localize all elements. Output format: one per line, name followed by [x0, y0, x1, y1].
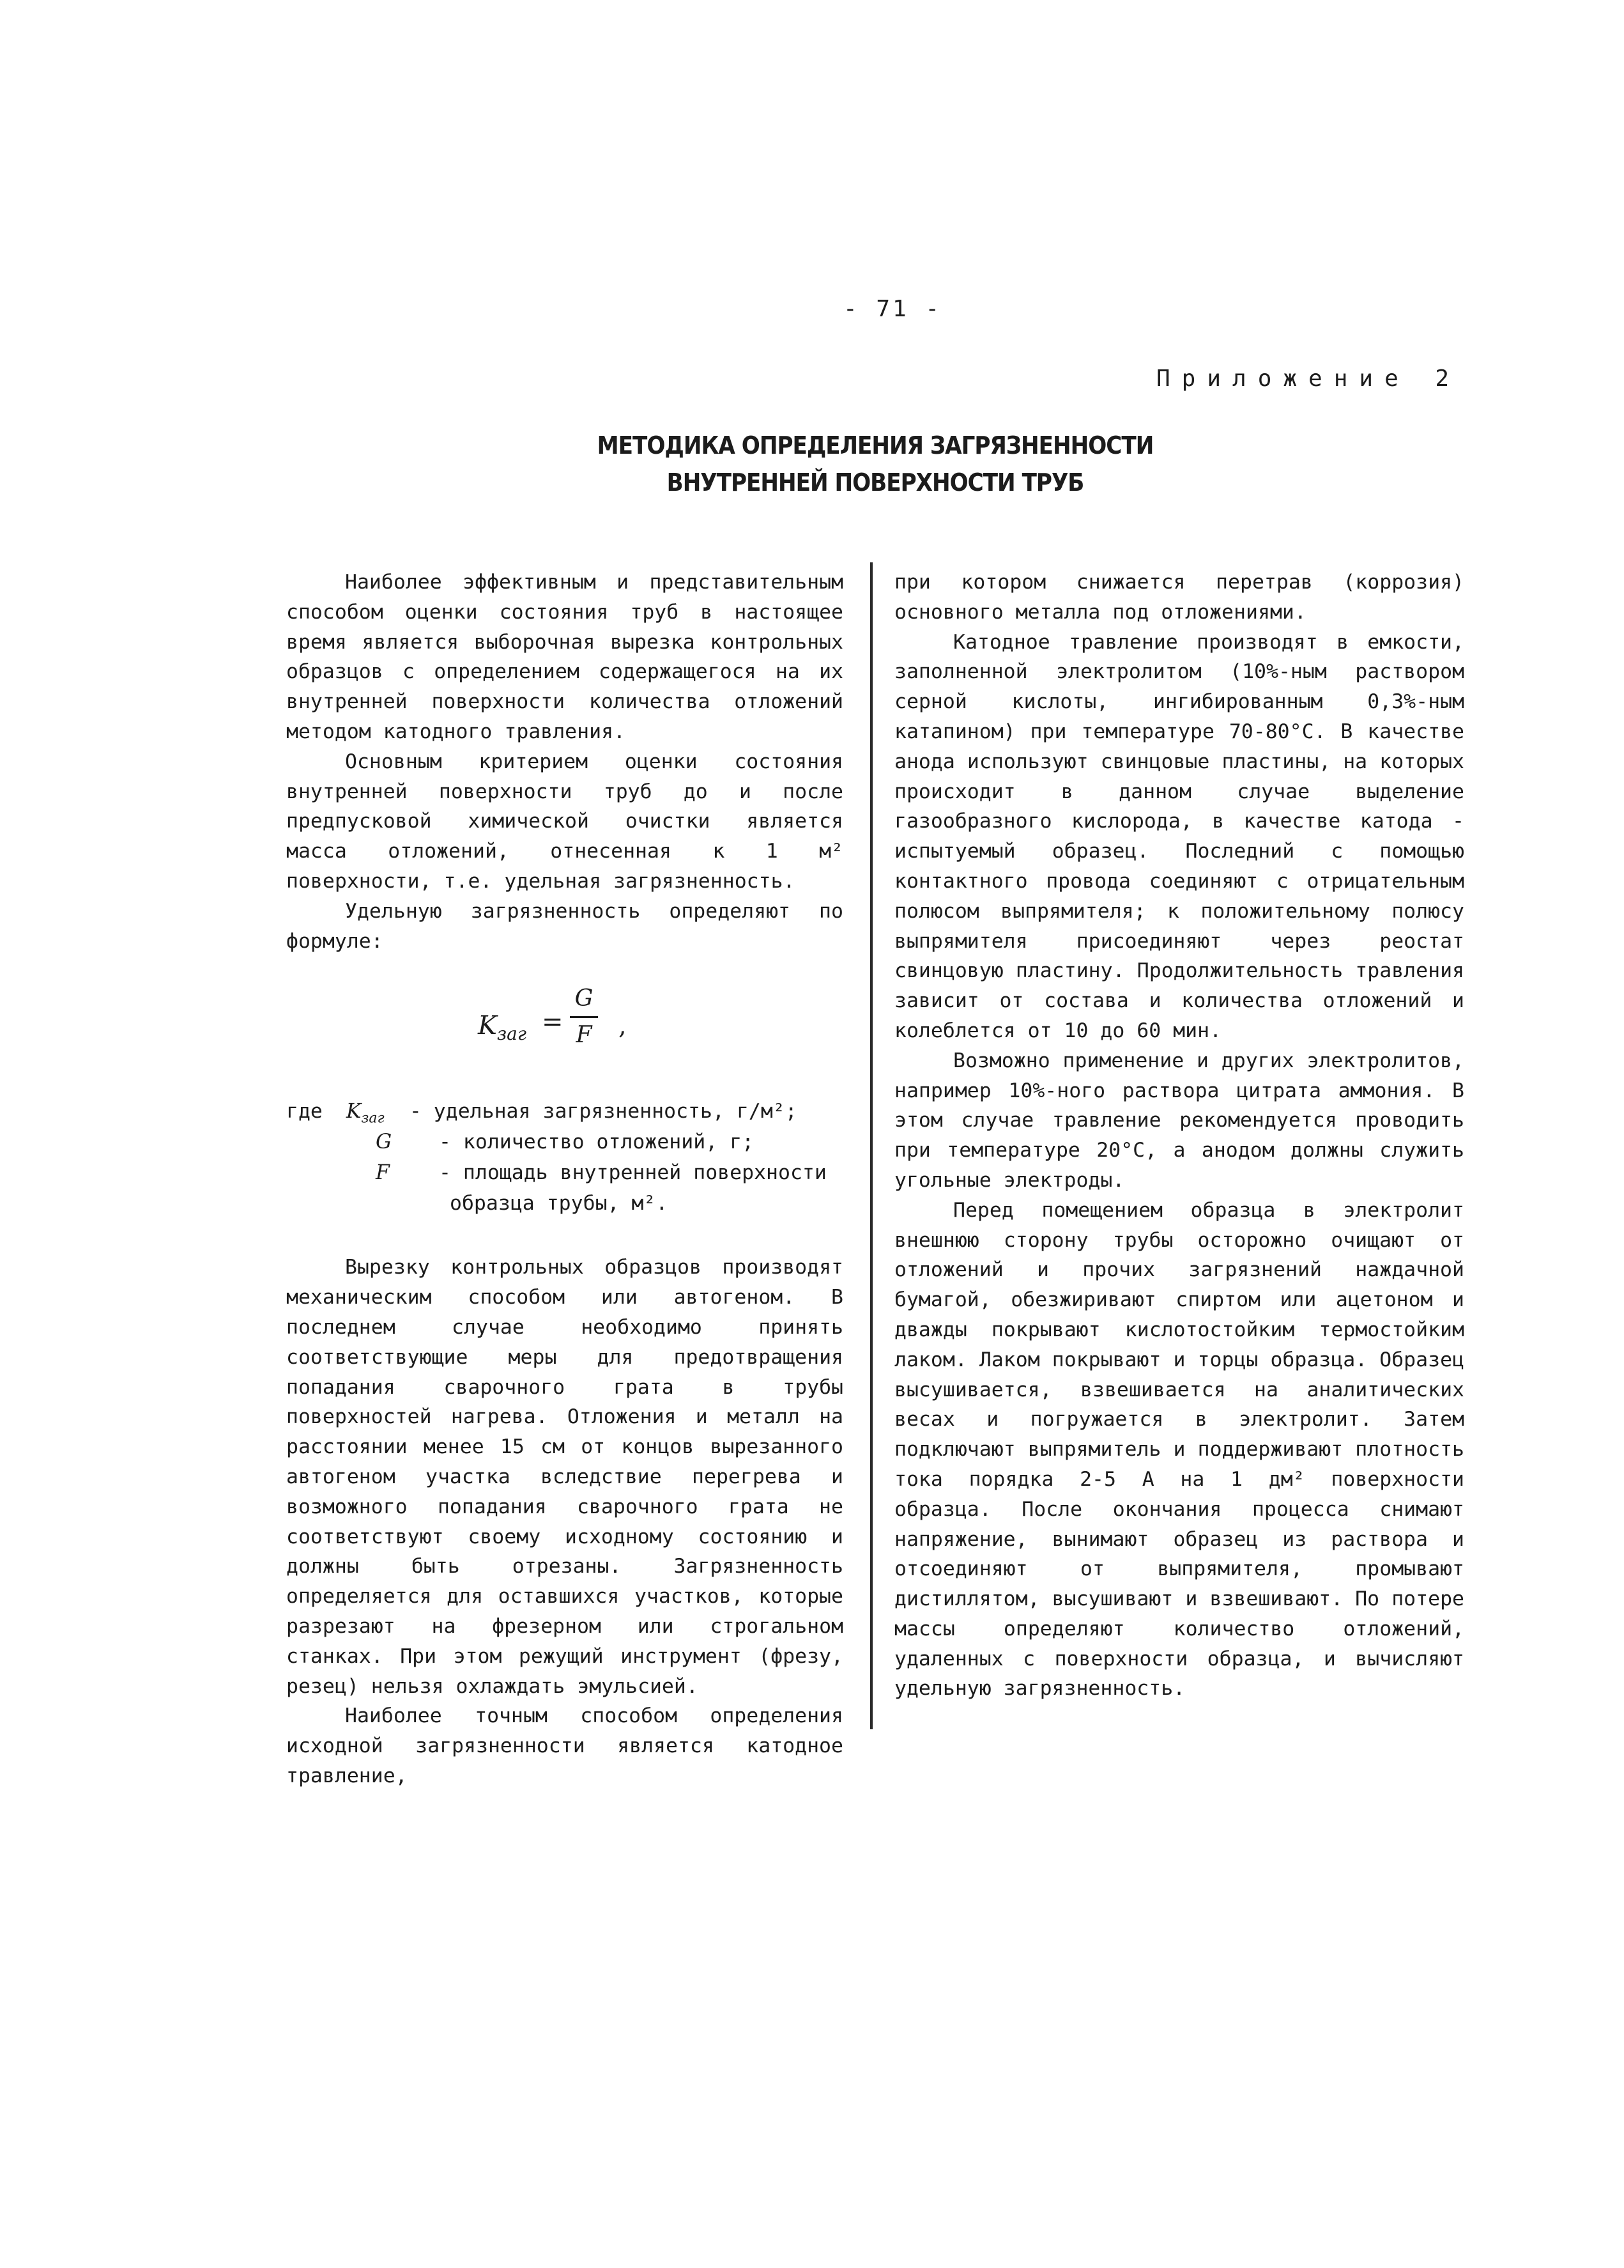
- paragraph: Основным критерием оценки состояния внутренней поверхности труб до и после предпусковой химической очистки является масса отложений, отнесенная к 1 м² поверхности, т.е. удельная загрязненность.: [286, 750, 843, 893]
- paragraph: Удельную загрязненность определяют по формуле:: [286, 899, 843, 953]
- paragraph: Наиболее точным способом определения исходной загрязненности является катодное травление,: [286, 1704, 843, 1787]
- definition-symbol: F: [376, 1161, 390, 1185]
- title-line-1: МЕТОДИКА ОПРЕДЕЛЕНИЯ ЗАГРЯЗНЕННОСТИ: [597, 431, 1154, 459]
- formula-fraction: [570, 982, 598, 1053]
- definition-text: - площадь внутренней поверхности: [438, 1161, 827, 1185]
- paragraph: Перед помещением образца в электролит внешнюю сторону трубы осторожно очищают от отложений и прочих загрязнений наждачной бумагой, обезжиривают спиртом или ацетоном и дважды покрывают кислотостойким термостойким лаком. Лаком покрывают и торцы образца. Образец высушивается, взвешивается на аналитических весах и погружается в электролит. Затем подключают выпрямитель и поддерживают плотность тока порядка 2-5 А на 1 дм² поверхности образца. После окончания процесса снимают напряжение, вынимают образец из раствора и отсоединяют от выпрямителя, промывают дистиллятом, высушивают и взвешивают. По потере массы определяют количество отложений, удаленных с поверхности образца, и вычисляют удельную загрязненность.: [894, 1198, 1464, 1701]
- page-title: [575, 427, 1176, 501]
- appendix-label: Приложение 2: [1156, 366, 1461, 392]
- formula-numerator: G: [570, 982, 598, 1018]
- title-line-2: ВНУТРЕННЕЙ ПОВЕРХНОСТИ ТРУБ: [666, 468, 1084, 497]
- paragraph: при котором снижается перетрав (коррозия) основного металла под отложениями.: [894, 571, 1464, 624]
- definition-symbol: $K_{зaг}$: [346, 1100, 385, 1127]
- paragraph: Вырезку контрольных образцов производят механическим способом или автогеном. В последнем случае необходимо принять соответствующие меры для предотвращения попадания сварочного грата в трубы поверхностей нагрева. Отложения и металл на расстоянии менее 15 см от концов вырезанного автогеном участка вследствие перегрева и возможного попадания сварочного грата не соответствуют своему исходному состоянию и должны быть отрезаны. Загрязненность определяется для оставшихся участков, которые разрезают на фрезерном или строгальном станках. При этом режущий инструмент (фрезу, резец) нельзя охлаждать эмульсией.: [286, 1256, 843, 1698]
- left-column: [286, 567, 843, 1791]
- paragraph: Наиболее эффективным и представительным способом оценки состояния труб в настоящее время является выборочная вырезка контрольных образцов с определением содержащегося на их внутренней поверхности количества отложений методом катодного травления.: [286, 571, 843, 743]
- where-label: где: [286, 1100, 323, 1123]
- definition-row: [376, 1127, 754, 1157]
- formula: [286, 982, 843, 1065]
- definition-row: [376, 1158, 827, 1188]
- definition-text: образца трубы, м².: [450, 1192, 668, 1215]
- definition-text: - количество отложений, г;: [438, 1130, 755, 1154]
- definition-text: - удельная загрязненность, г/м²;: [409, 1100, 797, 1123]
- formula-comma: ,: [618, 1011, 627, 1041]
- column-divider: [870, 562, 873, 1729]
- paragraph: Возможно применение и других электролитов, например 10%-ного раствора цитрата аммония. В этом случае травление рекомендуется проводить при температуре 20°С, а анодом должны служить угольные электроды.: [894, 1049, 1464, 1192]
- paragraph: Катодное травление производят в емкости, заполненной электролитом (10%-ным раствором серной кислоты, ингибированным 0,3%-ным катапином) при температуре 70-80°С. В качестве анода используют свинцовые пластины, на которых происходит в данном случае выделение газообразного кислорода, в качестве катода - испытуемый образец. Последний с помощью контактного провода соединяют с отрицательным полюсом выпрямителя; к положительному полюсу выпрямителя присоединяют через реостат свинцовую пластину. Продолжительность травления зависит от состава и количества отложений и колеблется от 10 до 60 мин.: [894, 630, 1464, 1042]
- definition-symbol: G: [376, 1130, 392, 1154]
- formula-equals: =: [542, 1007, 563, 1037]
- formula-lhs: $K_{зaг}$: [478, 1011, 527, 1045]
- right-column: [894, 567, 1464, 1704]
- definitions: [286, 1097, 843, 1249]
- formula-denominator: F: [576, 1022, 592, 1049]
- definition-row: [450, 1189, 668, 1219]
- page-number: - 71 -: [843, 296, 942, 322]
